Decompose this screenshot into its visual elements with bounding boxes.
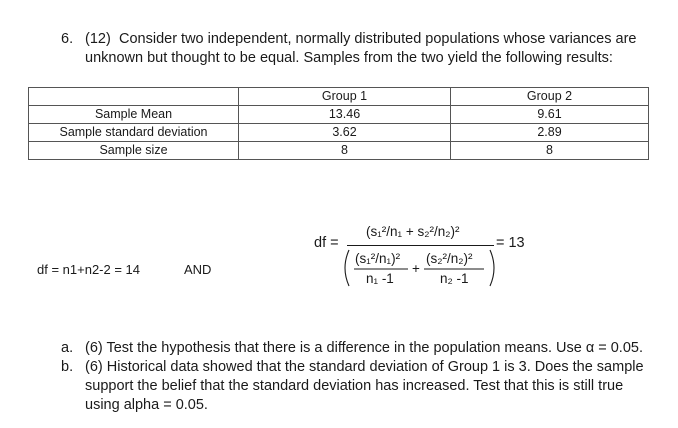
row-label: Sample Mean	[29, 106, 239, 124]
table-header-cell	[29, 88, 239, 106]
frac1-numerator: (s₁²/n₁)²	[355, 251, 401, 266]
frac2-denominator: n₂ -1	[440, 271, 469, 286]
table-header-cell: Group 2	[451, 88, 649, 106]
table-header-row	[29, 88, 649, 106]
row-label: Sample standard deviation	[29, 124, 239, 142]
part-b-letter: b.	[61, 359, 74, 375]
group2-value: 8	[451, 142, 649, 160]
table-row	[29, 142, 649, 160]
group1-value: 8	[239, 142, 451, 160]
table-row	[29, 106, 649, 124]
part-b-line-2: support the belief that the standard deviation has increased. Test that this is still true	[85, 378, 624, 394]
table-header-cell: Group 1	[239, 88, 451, 106]
question-text-line-1: Consider two independent, normally distributed populations whose variances are	[119, 31, 637, 47]
question-number: 6.	[61, 31, 74, 47]
df-formula-lhs: df =	[314, 235, 339, 251]
part-b-line-1: (6) Historical data showed that the standard deviation of Group 1 is 3. Does the sample	[85, 359, 644, 375]
df-formula-result: = 13	[496, 235, 525, 251]
table-row	[29, 124, 649, 142]
plus-sign: +	[412, 261, 420, 276]
question-text-line-2: unknown but thought to be equal. Samples from the two yield the following results:	[85, 50, 613, 66]
group2-value: 9.61	[451, 106, 649, 124]
part-a-line-1: (6) Test the hypothesis that there is a difference in the population means. Use α = 0.05.	[85, 340, 643, 356]
df-formula-numerator: (s₁²/n₁ + s₂²/n₂)²	[366, 224, 460, 239]
part-b-line-3: using alpha = 0.05.	[85, 397, 208, 413]
results-table	[28, 87, 649, 160]
frac2-numerator: (s₂²/n₂)²	[426, 251, 473, 266]
df-pooled-text: df = n1+n2-2 = 14	[37, 262, 141, 277]
question-points: (12)	[85, 31, 111, 47]
and-label: AND	[184, 262, 212, 277]
frac1-denominator: n₁ -1	[366, 271, 394, 286]
group1-value: 3.62	[239, 124, 451, 142]
fraction-bar	[347, 245, 494, 246]
group2-value: 2.89	[451, 124, 649, 142]
part-a-letter: a.	[61, 340, 74, 356]
row-label: Sample size	[29, 142, 239, 160]
group1-value: 13.46	[239, 106, 451, 124]
